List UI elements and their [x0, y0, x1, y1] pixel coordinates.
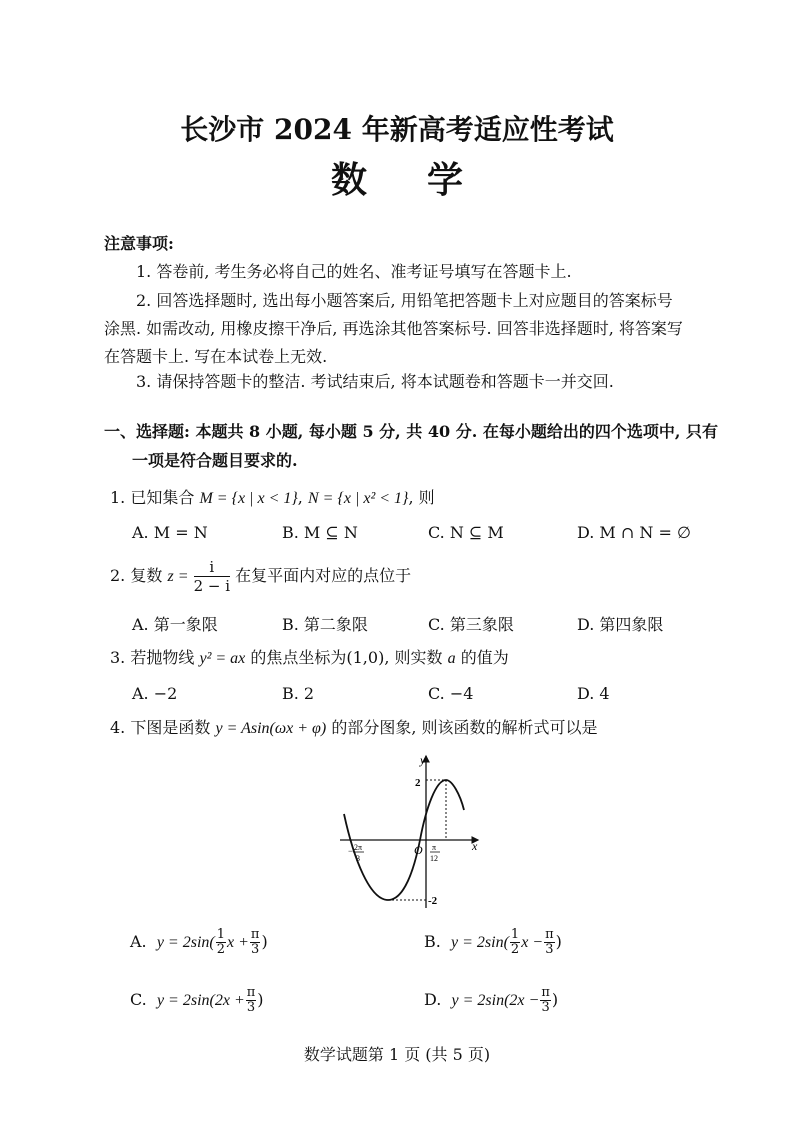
fraction-denominator: 3 — [246, 1000, 256, 1015]
question-text: 复数 — [130, 566, 163, 585]
option-prefix: y = 2sin(2x + — [156, 992, 245, 1009]
q1-option-c: C. N ⊆ M — [428, 523, 504, 542]
question-text-tail: 的值为 — [460, 648, 509, 667]
fraction-numerator: π — [246, 985, 256, 1000]
q4-option-d — [424, 986, 558, 1015]
fraction-denominator: 2 — [510, 942, 520, 957]
notice-item-1: 1. 答卷前, 考生务必将自己的姓名、准考证号填写在答题卡上. — [136, 262, 572, 281]
separator: , — [297, 488, 303, 507]
right-tick-denominator: 12 — [430, 854, 438, 863]
subject-title: 数学 — [330, 159, 523, 201]
question-text: 若抛物线 — [130, 648, 195, 667]
question-3-stem — [110, 646, 509, 671]
q1-option-a: A. M = N — [132, 523, 208, 542]
option-suffix: ) — [261, 932, 268, 951]
q2-option-c: C. 第三象限 — [428, 615, 514, 634]
section-1-heading-line-2: 一项是符合题目要求的. — [132, 451, 298, 470]
question-number: 1. — [110, 488, 126, 507]
question-text: 下图是函数 — [130, 718, 211, 737]
left-tick-denominator: 3 — [356, 854, 360, 863]
option-prefix: y = 2sin( — [451, 934, 509, 951]
question-2-stem — [110, 558, 411, 595]
coefficient-fraction — [510, 928, 520, 957]
option-letter: C. — [130, 990, 147, 1009]
option-letter: D. — [424, 990, 442, 1009]
parabola-equation: y² = ax — [199, 650, 246, 667]
option-prefix: y = 2sin(2x − — [451, 992, 540, 1009]
option-letter: B. — [424, 932, 441, 951]
question-text: , 则实数 — [384, 648, 443, 667]
question-4-stem — [110, 716, 598, 741]
variable-a: a — [447, 650, 456, 667]
fraction-numerator: π — [250, 927, 260, 942]
right-tick-numerator: π — [432, 843, 437, 852]
option-suffix: ) — [551, 990, 559, 1009]
phase-fraction — [250, 928, 261, 957]
section-1-heading-line-1: 一、选择题: 本题共 8 小题, 每小题 5 分, 共 40 分. 在每小题给出的四个选项中, 只有 — [104, 422, 718, 441]
y-axis-label: y — [420, 753, 426, 767]
question-text-tail: 在复平面内对应的点位于 — [235, 566, 412, 585]
exam-title: 长沙市 2024 年新高考适应性考试 — [180, 113, 614, 146]
sine-graph — [330, 750, 490, 910]
x-axis-label: x — [472, 839, 478, 853]
function-expression: y = Asin(ωx + φ) — [215, 720, 327, 737]
option-suffix: ) — [257, 990, 264, 1009]
origin-label: O — [414, 843, 423, 857]
q1-option-b: B. M ⊆ N — [282, 523, 358, 542]
fraction-numerator: π — [545, 927, 554, 942]
question-number: 4. — [110, 718, 126, 737]
notice-heading: 注意事项: — [104, 234, 174, 253]
question-text-tail: , 则 — [408, 488, 435, 507]
fraction-numerator: 1 — [510, 927, 520, 942]
option-middle: x − — [521, 934, 544, 951]
fraction-numerator: i — [194, 558, 230, 577]
y-min-label: -2 — [428, 895, 438, 907]
focus-point: (1,0) — [346, 648, 385, 667]
notice-item-2-line-3: 在答题卡上. 写在本试卷上无效. — [104, 347, 328, 366]
phase-fraction — [540, 986, 551, 1015]
q4-option-a — [130, 928, 268, 957]
left-tick-sign: − — [348, 846, 354, 856]
q2-option-b: B. 第二象限 — [282, 615, 368, 634]
set-m: M = {x | x < 1} — [199, 490, 298, 507]
q3-option-b: B. 2 — [282, 684, 315, 703]
notice-item-2-line-2: 涂黑. 如需改动, 用橡皮擦干净后, 再选涂其他答案标号. 回答非选择题时, 将答案写 — [104, 319, 683, 338]
fraction-numerator: π — [541, 985, 550, 1000]
q4-option-c — [130, 986, 264, 1015]
phase-fraction — [544, 928, 555, 957]
page-footer: 数学试题第 1 页 (共 5 页) — [303, 1045, 491, 1064]
fraction-denominator: 3 — [251, 942, 260, 957]
question-text: 已知集合 — [130, 488, 195, 507]
q3-option-a: A. −2 — [132, 684, 178, 703]
question-number: 2. — [110, 566, 126, 585]
fraction-denominator: 2 — [216, 942, 225, 957]
fraction-numerator: 1 — [216, 927, 225, 942]
notice-item-2-line-1: 2. 回答选择题时, 选出每小题答案后, 用铅笔把答题卡上对应题目的答案标号 — [136, 291, 673, 310]
q4-option-b — [424, 928, 562, 957]
q3-option-c: C. −4 — [428, 684, 474, 703]
option-suffix: ) — [555, 932, 562, 951]
question-text-tail: 的部分图象, 则该函数的解析式可以是 — [331, 718, 598, 737]
option-middle: x + — [227, 934, 249, 951]
y-max-label: 2 — [415, 777, 421, 789]
coefficient-fraction — [216, 928, 226, 957]
complex-fraction — [194, 558, 230, 595]
fraction-denominator: 2 − i — [193, 577, 231, 595]
fraction-denominator: 3 — [545, 942, 554, 957]
question-1-stem — [110, 486, 435, 511]
set-n: N = {x | x² < 1} — [307, 490, 409, 507]
q3-option-d: D. 4 — [577, 684, 610, 703]
q2-option-d: D. 第四象限 — [577, 615, 664, 634]
fraction-denominator: 3 — [541, 1000, 550, 1015]
option-letter: A. — [130, 932, 147, 951]
question-number: 3. — [110, 648, 126, 667]
left-tick-numerator: 2π — [354, 843, 363, 852]
question-text: 的焦点坐标为 — [250, 648, 347, 667]
q1-option-d: D. M ∩ N = ∅ — [577, 523, 691, 542]
phase-fraction — [246, 986, 257, 1015]
z-equals: z = — [167, 568, 189, 585]
option-prefix: y = 2sin( — [156, 934, 215, 951]
notice-item-3: 3. 请保持答题卡的整洁. 考试结束后, 将本试题卷和答题卡一并交回. — [136, 372, 614, 391]
q2-option-a: A. 第一象限 — [132, 615, 218, 634]
